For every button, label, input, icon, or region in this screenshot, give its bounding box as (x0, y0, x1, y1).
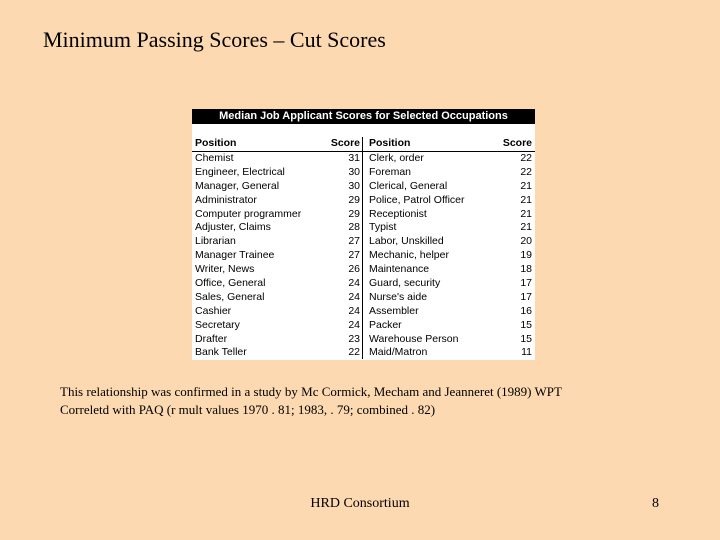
table-caption: Median Job Applicant Scores for Selected Occupations (192, 109, 535, 124)
cell-score-left: 24 (348, 277, 360, 290)
cell-position-left: Engineer, Electrical (195, 165, 285, 178)
cell-position-left: Manager, General (195, 179, 280, 192)
cell-score-left: 24 (348, 318, 360, 331)
cell-position-right: Labor, Unskilled (369, 235, 444, 248)
table-body (192, 151, 535, 360)
cell-score-left: 30 (348, 179, 360, 192)
header-score-right: Score (502, 137, 532, 149)
cell-position-right: Clerk, order (369, 152, 424, 164)
table-row (192, 333, 535, 347)
cell-position-left: Administrator (195, 193, 257, 206)
cell-score-right: 15 (520, 332, 532, 345)
cell-score-left: 30 (348, 165, 360, 178)
cell-position-right: Receptionist (369, 207, 427, 220)
cell-score-left: 28 (348, 221, 360, 234)
table-row (192, 221, 535, 235)
cell-score-right: 21 (520, 179, 532, 192)
table-row (192, 235, 535, 249)
cell-score-right: 20 (520, 235, 532, 248)
cell-score-left: 24 (348, 290, 360, 303)
table-row (192, 305, 535, 319)
cell-position-left: Librarian (195, 235, 236, 248)
cell-position-right: Nurse's aide (369, 290, 428, 303)
cell-score-left: 27 (348, 235, 360, 248)
slide-title: Minimum Passing Scores – Cut Scores (43, 27, 386, 52)
cell-position-left: Manager Trainee (195, 249, 275, 262)
cell-score-right: 21 (520, 207, 532, 220)
cell-position-left: Adjuster, Claims (195, 221, 271, 234)
score-table (192, 109, 535, 360)
cell-score-right: 22 (520, 152, 532, 164)
cell-position-left: Computer programmer (195, 207, 302, 220)
cell-score-right: 11 (521, 346, 532, 359)
cell-score-left: 31 (348, 152, 360, 164)
cell-score-right: 21 (520, 193, 532, 206)
cell-position-left: Office, General (195, 277, 266, 290)
cell-position-left: Drafter (195, 332, 228, 345)
study-note-line-2: Correletd with PAQ (r mult values 1970 . 81; 1983, . 79; combined . 82) (60, 402, 436, 417)
cell-position-right: Maid/Matron (369, 346, 428, 359)
footer-text: HRD Consortium (310, 496, 410, 511)
cell-position-left: Cashier (195, 304, 232, 317)
cell-position-left: Sales, General (195, 290, 265, 303)
table-row (192, 180, 535, 194)
table-row (192, 208, 535, 222)
table-row (192, 291, 535, 305)
cell-position-left: Bank Teller (195, 346, 247, 359)
header-position-left: Position (195, 137, 237, 149)
cell-score-left: 27 (348, 249, 360, 262)
table-header (192, 137, 535, 150)
page-number: 8 (652, 496, 659, 511)
table-row (192, 194, 535, 208)
cell-score-right: 18 (520, 263, 532, 276)
study-note (60, 383, 660, 419)
table-row (192, 277, 535, 291)
cell-score-left: 29 (348, 193, 360, 206)
cell-score-right: 19 (520, 249, 532, 262)
cell-position-right: Packer (369, 318, 402, 331)
table-row (192, 152, 535, 166)
cell-score-left: 26 (348, 263, 360, 276)
cell-score-left: 29 (348, 207, 360, 220)
cell-score-left: 24 (348, 304, 360, 317)
cell-position-left: Writer, News (195, 263, 255, 276)
cell-score-right: 17 (520, 277, 532, 290)
table-row (192, 346, 535, 360)
cell-score-right: 15 (520, 318, 532, 331)
table-row (192, 249, 535, 263)
cell-position-right: Warehouse Person (369, 332, 459, 345)
cell-position-right: Assembler (369, 304, 419, 317)
cell-score-right: 16 (520, 304, 532, 317)
cell-position-right: Clerical, General (369, 179, 448, 192)
cell-position-right: Police, Patrol Officer (369, 193, 465, 206)
table-row (192, 263, 535, 277)
cell-position-right: Mechanic, helper (369, 249, 449, 262)
cell-position-right: Typist (369, 221, 397, 234)
cell-position-right: Foreman (369, 165, 412, 178)
cell-position-left: Chemist (195, 152, 234, 164)
cell-score-left: 23 (348, 332, 360, 345)
study-note-line-1: This relationship was confirmed in a study by Mc Cormick, Mecham and Jeanneret (1989) WPT (60, 384, 562, 399)
cell-score-right: 22 (520, 165, 532, 178)
cell-position-right: Maintenance (369, 263, 430, 276)
cell-position-right: Guard, security (369, 277, 441, 290)
header-position-right: Position (369, 137, 411, 149)
cell-position-left: Secretary (195, 318, 240, 331)
table-row (192, 166, 535, 180)
cell-score-left: 22 (348, 346, 360, 359)
table-row (192, 319, 535, 333)
header-score-left: Score (330, 137, 360, 149)
cell-score-right: 17 (520, 290, 532, 303)
cell-score-right: 21 (520, 221, 532, 234)
